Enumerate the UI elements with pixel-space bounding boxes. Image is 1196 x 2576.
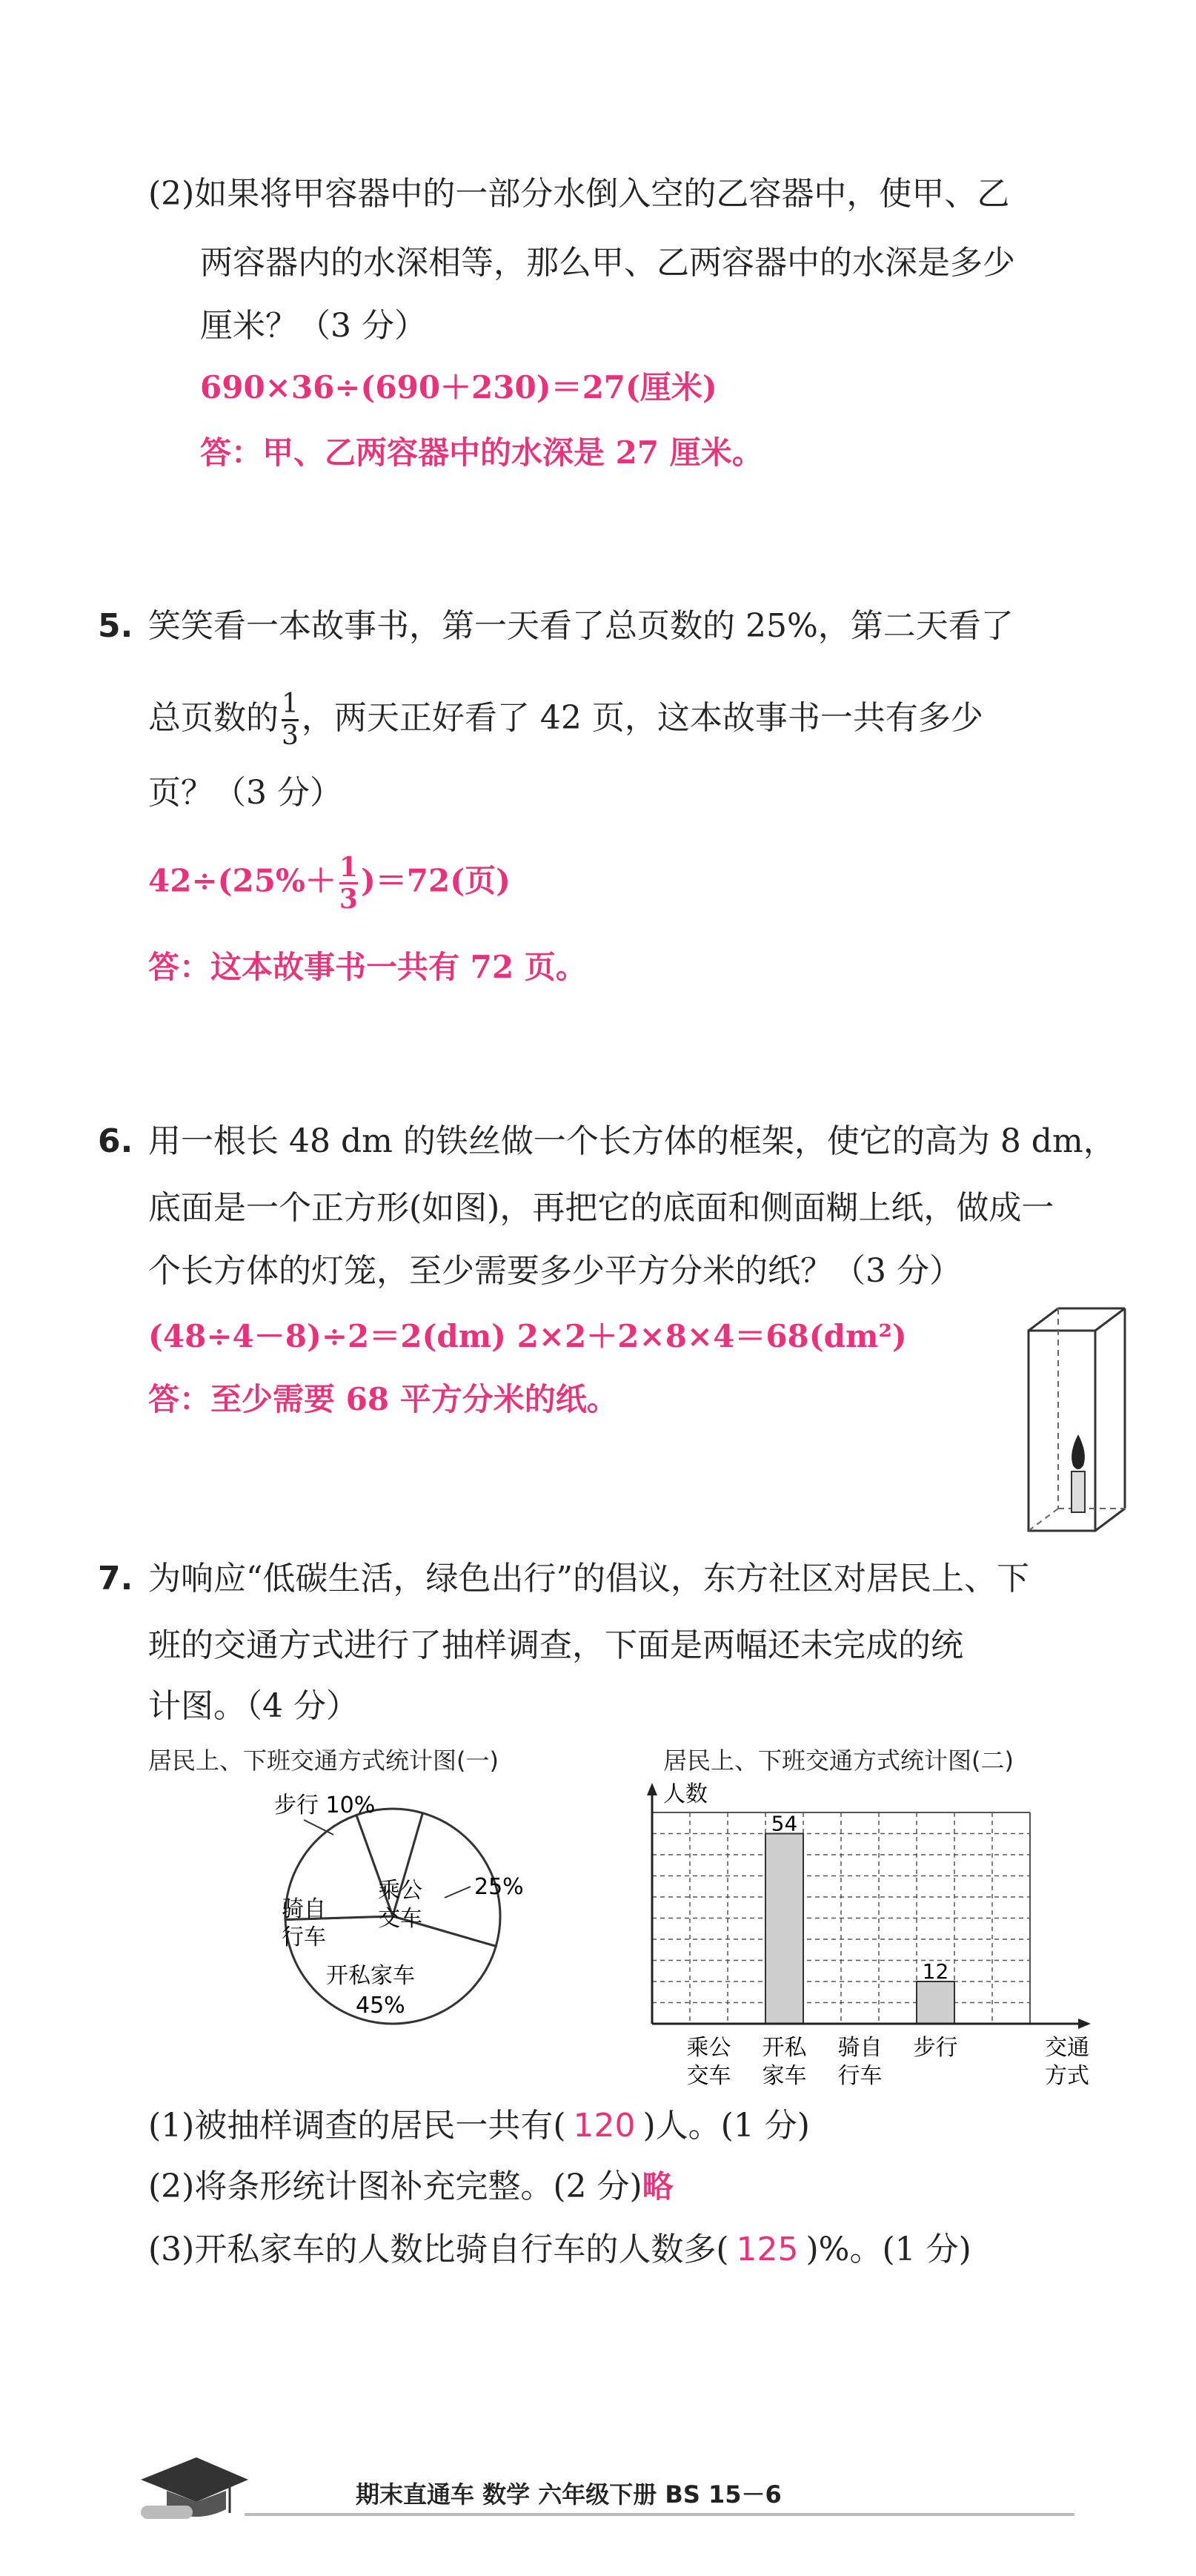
q6-number: 6. bbox=[98, 1122, 133, 1160]
q7-sub2-answer: 略 bbox=[642, 2168, 674, 2205]
q4-2-line1: (2)如果将甲容器中的一部分水倒入空的乙容器中，使甲、乙 bbox=[148, 175, 1010, 213]
pie-chart-title: 居民上、下班交通方式统计图(一) bbox=[148, 1746, 499, 1775]
q4-2-line2: 两容器内的水深相等，那么甲、乙两容器中的水深是多少 bbox=[200, 244, 1015, 282]
bar-category-label-2: 骑自 bbox=[837, 2035, 883, 2061]
bar-chart bbox=[622, 1779, 1097, 2090]
q4-2-answer: 答：甲、乙两容器中的水深是 27 厘米。 bbox=[200, 434, 763, 471]
footer-rule bbox=[245, 2513, 1074, 2516]
bar-value-label-1: 54 bbox=[771, 1811, 798, 1836]
pie-label-bus-1: 乘公 bbox=[378, 1878, 422, 1904]
pie-label-walk: 步行 10% bbox=[274, 1792, 376, 1818]
bar-1 bbox=[765, 1834, 803, 2024]
pie-label-bike-1: 骑自 bbox=[282, 1896, 326, 1922]
q5-line1: 笑笑看一本故事书，第一天看了总页数的 25%，第二天看了 bbox=[148, 607, 1014, 645]
bar-category-label-1: 家车 bbox=[762, 2063, 807, 2089]
bar-category-label-2: 行车 bbox=[837, 2063, 883, 2089]
q5-answer: 答：这本故事书一共有 72 页。 bbox=[148, 949, 587, 985]
q5-line3: 页？（3 分） bbox=[148, 774, 342, 812]
candle-icon bbox=[1072, 1471, 1085, 1512]
q6-line1: 用一根长 48 dm 的铁丝做一个长方体的框架，使它的高为 8 dm， bbox=[148, 1122, 1116, 1160]
q7-number: 7. bbox=[98, 1560, 133, 1597]
q6-answer-formula: (48÷4－8)÷2＝2(dm) 2×2＋2×8×4＝68(dm²) bbox=[148, 1318, 907, 1354]
bar-3 bbox=[917, 1981, 954, 2024]
q5-number: 5. bbox=[98, 607, 133, 645]
q7-line2: 班的交通方式进行了抽样调查，下面是两幅还未完成的统 bbox=[148, 1626, 963, 1664]
bar-category-label-0: 交车 bbox=[686, 2063, 731, 2089]
q5-fraction: $\frac{1}{3}$ bbox=[282, 689, 299, 751]
q7-sub1: (1)被抽样调查的居民一共有( 120 )人。(1 分) bbox=[148, 2104, 810, 2148]
pie-label-car: 开私家车 bbox=[326, 1963, 415, 1989]
bar-category-label-1: 开私 bbox=[762, 2035, 807, 2061]
bar-category-label-3: 步行 bbox=[913, 2035, 958, 2061]
bar-ylabel: 人数 bbox=[663, 1781, 708, 1807]
flame-icon bbox=[1072, 1434, 1085, 1469]
pie-label-car-pct: 45% bbox=[356, 1993, 405, 2019]
q7-sub1-answer: 120 bbox=[573, 2107, 636, 2145]
lantern-figure bbox=[1023, 1301, 1134, 1538]
q6-answer: 答：至少需要 68 平方分米的纸。 bbox=[148, 1381, 618, 1417]
graduation-cap-icon bbox=[126, 2446, 252, 2528]
bar-category-label-0: 乘公 bbox=[686, 2035, 731, 2061]
q5-answer-fraction: $\frac{1}{3}$ bbox=[339, 852, 358, 915]
q7-line1: 为响应“低碳生活，绿色出行”的倡议，东方社区对居民上、下 bbox=[148, 1560, 1029, 1597]
bar-xlabel: 方式 bbox=[1045, 2063, 1089, 2089]
q5-line2: 总页数的 $\frac{1}{3}$ ，两天正好看了 42 页，这本故事书一共有多少 bbox=[148, 689, 983, 751]
bar-xlabels bbox=[687, 2035, 1090, 2089]
q4-2-answer-formula: 690×36÷(690＋230)＝27(厘米) bbox=[200, 369, 717, 405]
pie-chart bbox=[222, 1779, 608, 2061]
q4-2-line3: 厘米？（3 分） bbox=[200, 307, 427, 345]
q7-line3: 计图。（4 分） bbox=[148, 1687, 359, 1725]
q7-sub3: (3)开私家车的人数比骑自行车的人数多( 125 )%。(1 分) bbox=[148, 2228, 971, 2272]
q7-sub2: (2)将条形统计图补充完整。(2 分)略 bbox=[148, 2168, 674, 2205]
bar-grid bbox=[652, 1812, 1030, 2024]
bar-axes bbox=[647, 1783, 1091, 2029]
pie-label-bus-2: 交车 bbox=[378, 1906, 422, 1932]
q7-sub3-answer: 125 bbox=[736, 2231, 799, 2268]
bar-value-label-3: 12 bbox=[922, 1959, 949, 1984]
pie-label-bus-pct: 25% bbox=[474, 1874, 524, 1900]
q6-line2: 底面是一个正方形(如图)，再把它的底面和侧面糊上纸，做成一 bbox=[148, 1189, 1054, 1227]
bar-chart-title: 居民上、下班交通方式统计图(二) bbox=[663, 1746, 1014, 1775]
q6-line3: 个长方体的灯笼，至少需要多少平方分米的纸？（3 分） bbox=[148, 1252, 962, 1290]
footer-text: 期末直通车 数学 六年级下册 BS 15－6 bbox=[356, 2480, 782, 2509]
pie-label-bike-2: 行车 bbox=[282, 1924, 326, 1950]
q5-answer-formula: 42÷(25%＋ $\frac{1}{3}$ )＝72(页) bbox=[148, 852, 511, 915]
bar-xlabel: 交通 bbox=[1045, 2035, 1089, 2061]
